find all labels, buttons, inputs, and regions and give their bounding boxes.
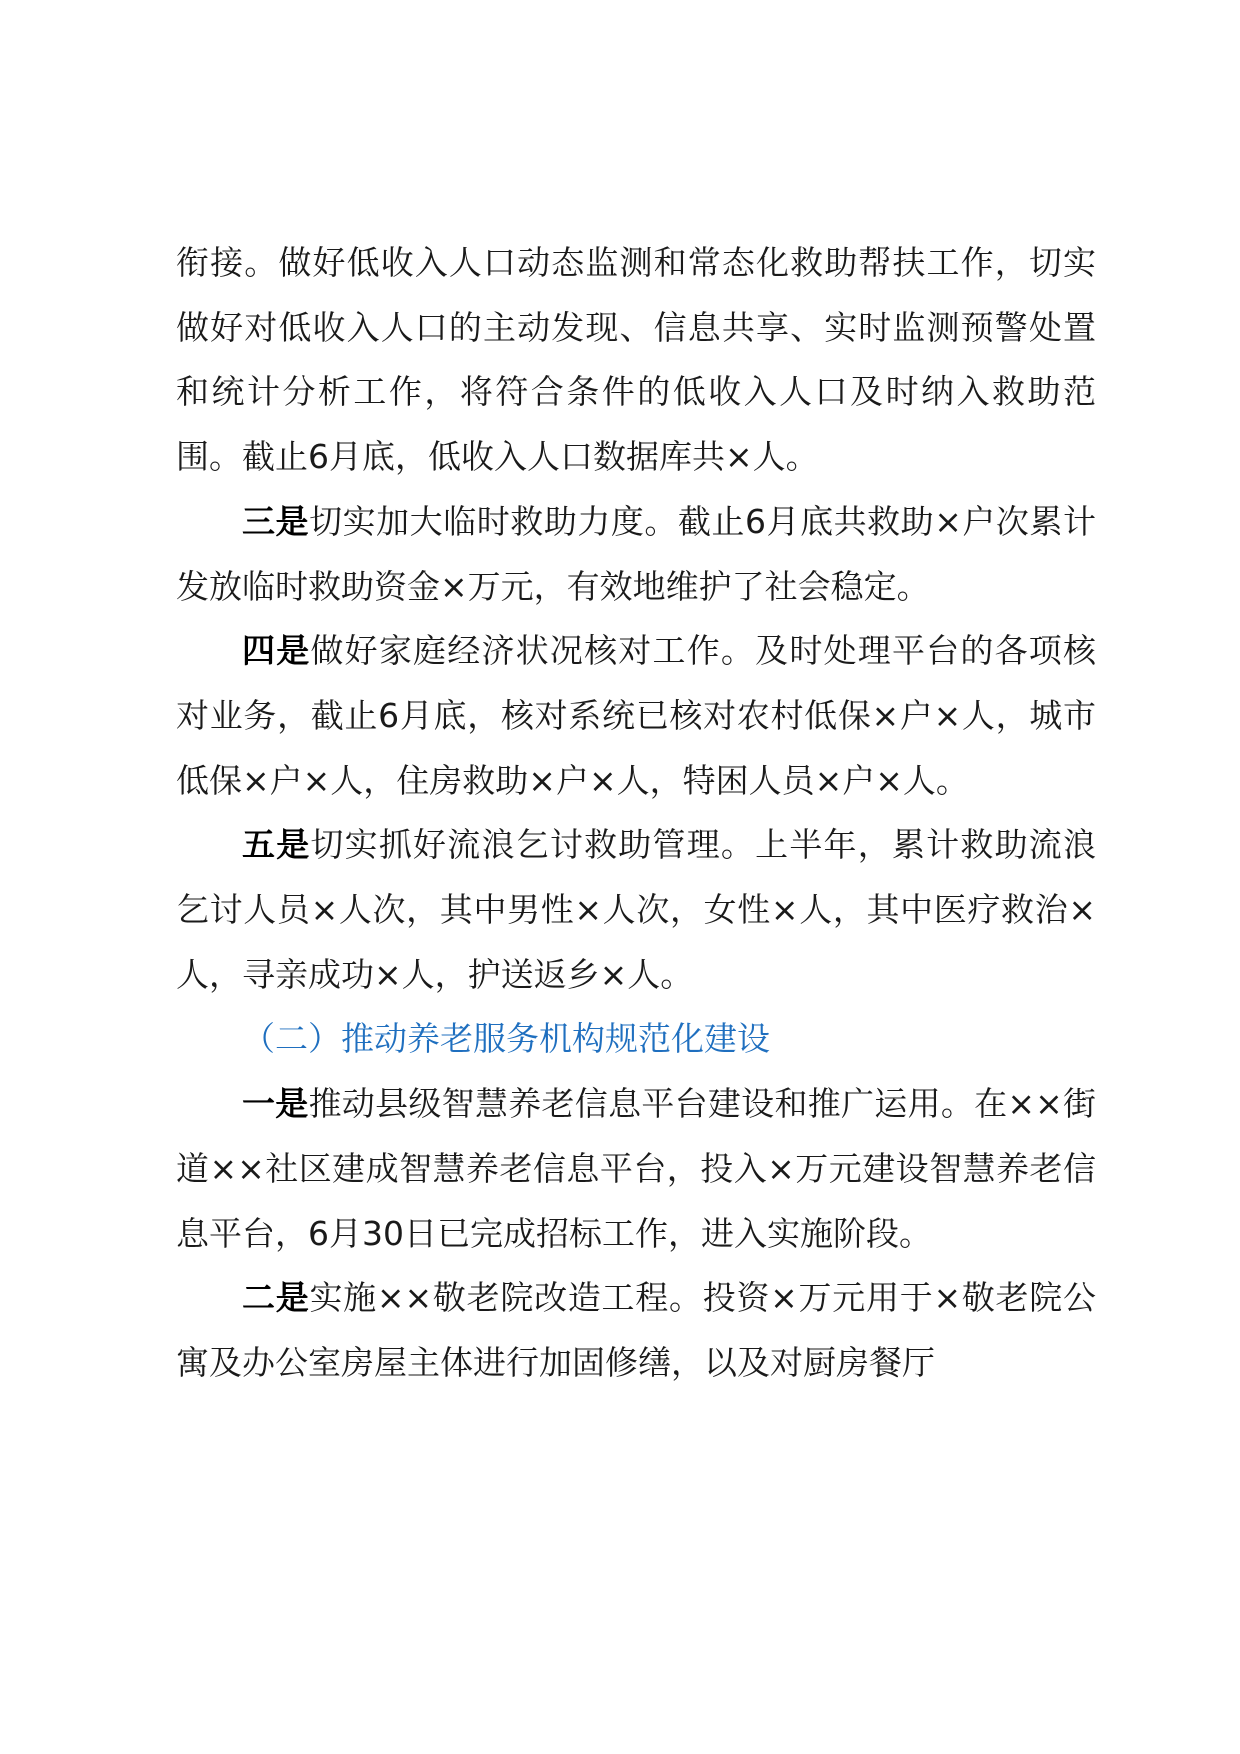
paragraph-item-three <box>176 490 1096 619</box>
paragraph-text: 做好家庭经济状况核对工作。及时处理平台的各项核对业务，截止6月底，核对系统已核对农村低保×户×人，城市低保×户×人，住房救助×户×人，特困人员×户×人。 <box>176 631 1097 800</box>
paragraph-text: 实施××敬老院改造工程。投资×万元用于×敬老院公寓及办公室房屋主体进行加固修缮，以及对厨房餐厅 <box>176 1278 1096 1382</box>
section-heading: （二）推动养老服务机构规范化建设 <box>242 1019 770 1059</box>
paragraph-lead: 三是 <box>242 501 310 541</box>
paragraph-item-five <box>176 813 1096 1007</box>
paragraph-lead: 五是 <box>242 825 311 865</box>
paragraph-continuation <box>176 231 1096 490</box>
paragraph-text: 推动县级智慧养老信息平台建设和推广运用。在××街道××社区建成智慧养老信息平台，投入×万元建设智慧养老信息平台，6月30日已完成招标工作，进入实施阶段。 <box>176 1084 1096 1253</box>
paragraph-text: 衔接。做好低收入人口动态监测和常态化救助帮扶工作，切实做好对低收入人口的主动发现、信息共享、实时监测预警处置和统计分析工作，将符合条件的低收入人口及时纳入救助范围。截止6月底，低收入人口数据库共×人。 <box>176 243 1096 477</box>
paragraph-text: 切实抓好流浪乞讨救助管理。上半年，累计救助流浪乞讨人员×人次，其中男性×人次，女性×人，其中医疗救治×人，寻亲成功×人，护送返乡×人。 <box>176 825 1097 994</box>
paragraph-item-four <box>176 619 1096 813</box>
paragraph-text: 切实加大临时救助力度。截止6月底共救助×户次累计发放临时救助资金×万元，有效地维护了社会稳定。 <box>176 501 1097 606</box>
document-body <box>176 231 1096 1396</box>
paragraph-lead: 一是 <box>242 1084 309 1124</box>
paragraph-lead: 四是 <box>242 631 311 671</box>
paragraph-lead: 二是 <box>242 1278 310 1318</box>
paragraph-item-two <box>176 1266 1096 1395</box>
paragraph-item-one <box>176 1072 1096 1266</box>
